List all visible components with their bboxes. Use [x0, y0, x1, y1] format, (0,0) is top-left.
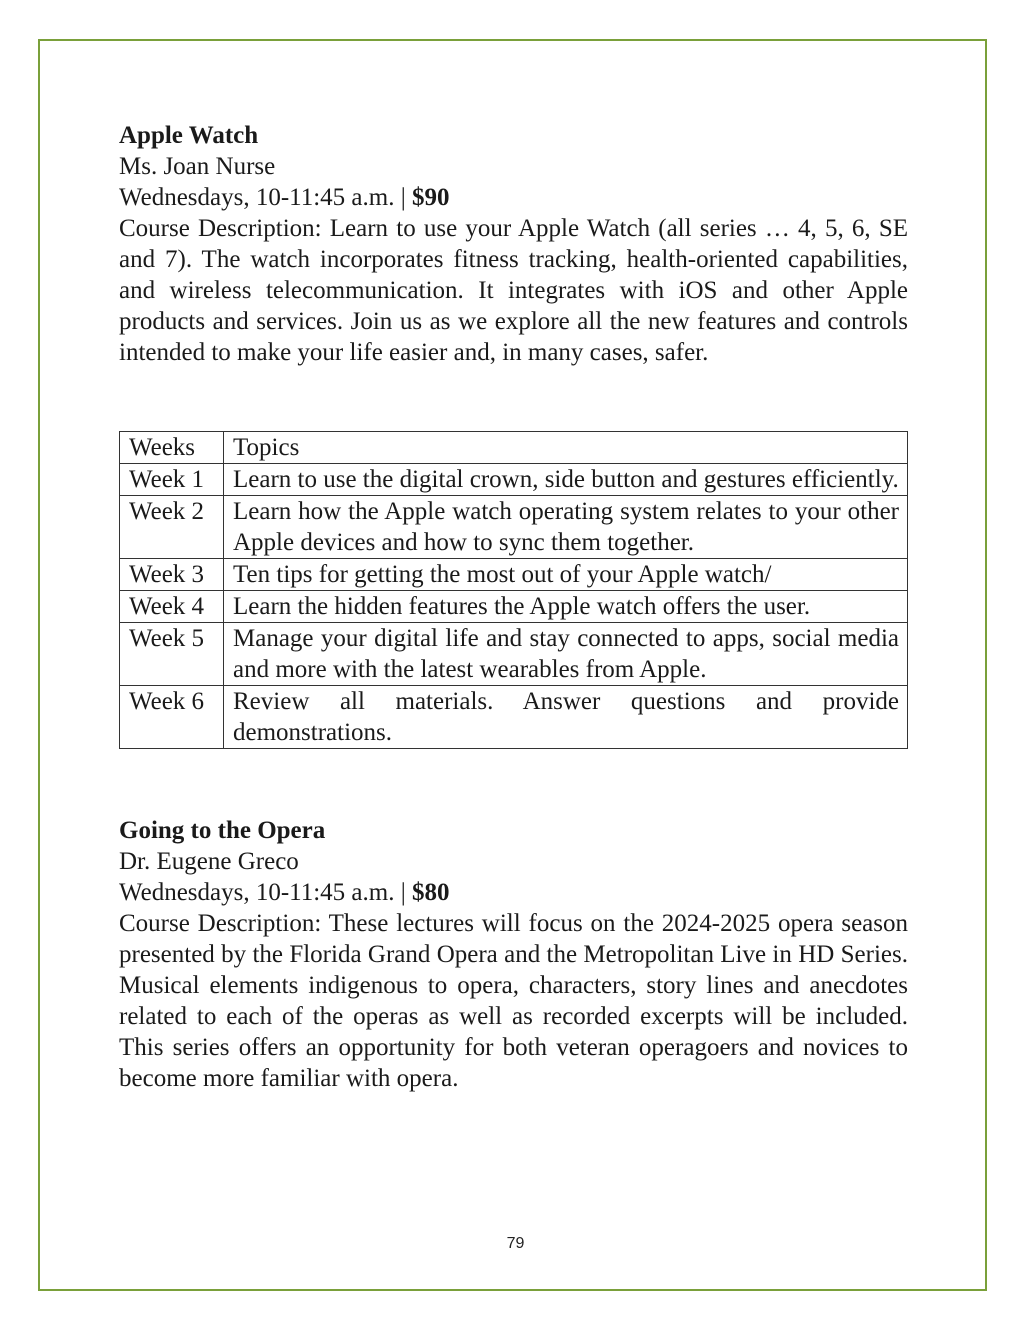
topic-cell: Ten tips for getting the most out of your Apple watch/ [224, 559, 908, 591]
course-going-to-the-opera [119, 815, 908, 1094]
course-schedule [119, 182, 908, 213]
topic-cell: Review all materials. Answer questions and provide demonstrations. [224, 686, 908, 749]
table-header-topics: Topics [224, 432, 908, 464]
course-schedule [119, 877, 908, 908]
page-content [119, 120, 908, 1094]
weekly-topics-table [119, 431, 908, 749]
schedule-text: Wednesdays, 10-11:45 a.m. | [119, 184, 412, 211]
schedule-text: Wednesdays, 10-11:45 a.m. | [119, 879, 412, 906]
week-cell: Week 4 [120, 591, 224, 623]
week-cell: Week 3 [120, 559, 224, 591]
topic-cell: Learn to use the digital crown, side button and gestures efficiently. [224, 464, 908, 496]
topic-cell: Learn how the Apple watch operating system relates to your other Apple devices and how to sync them together. [224, 496, 908, 559]
table-row [120, 464, 908, 496]
table-header-row [120, 432, 908, 464]
topic-cell: Manage your digital life and stay connected to apps, social media and more with the latest wearables from Apple. [224, 623, 908, 686]
course-description: Course Description: These lectures will focus on the 2024-2025 opera season presented by the Florida Grand Opera and the Metropolitan Live in HD Series. Musical elements indigenous to opera, characters, story lines and anecdotes related to each of the operas as well as recorded excerpts will be included. This series offers an opportunity for both veteran operagoers and novices to become more familiar with opera. [119, 910, 908, 1092]
course-instructor: Dr. Eugene Greco [119, 848, 299, 875]
course-apple-watch [119, 120, 908, 368]
table-row [120, 623, 908, 686]
topic-cell: Learn the hidden features the Apple watch offers the user. [224, 591, 908, 623]
course-title: Apple Watch [119, 122, 259, 149]
week-cell: Week 1 [120, 464, 224, 496]
table-row [120, 686, 908, 749]
course-price: $80 [411, 879, 450, 906]
table-header-weeks: Weeks [120, 432, 224, 464]
week-cell: Week 5 [120, 623, 224, 686]
table-row [120, 591, 908, 623]
course-description: Course Description: Learn to use your Apple Watch (all series … 4, 5, 6, SE and 7). The watch incorporates fitness tracking, health-oriented capabilities, and wireless telecommunication. It integrates with iOS and other Apple products and services. Join us as we explore all the new features and controls intended to make your life easier and, in many cases, safer. [119, 215, 908, 366]
week-cell: Week 2 [120, 496, 224, 559]
page-number: 79 [506, 1235, 525, 1252]
table-row [120, 559, 908, 591]
course-instructor: Ms. Joan Nurse [119, 153, 276, 180]
course-title: Going to the Opera [119, 817, 326, 844]
table-row [120, 496, 908, 559]
week-cell: Week 6 [120, 686, 224, 749]
course-price: $90 [411, 184, 450, 211]
